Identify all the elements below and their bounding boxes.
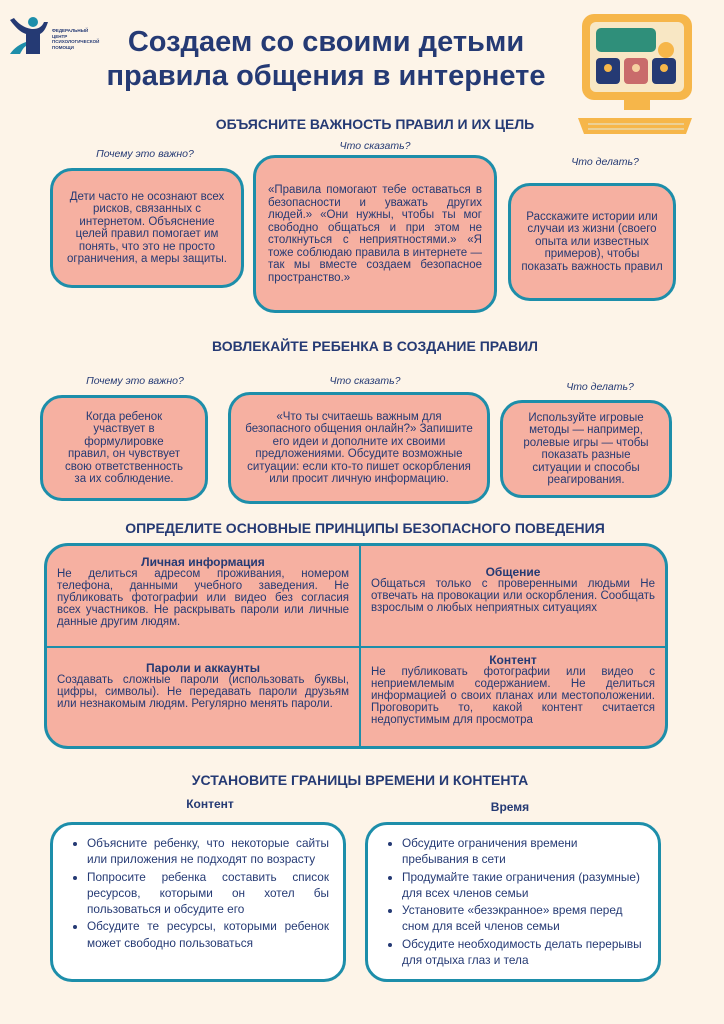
logo-text: ФЕДЕРАЛЬНЫЙ ЦЕНТР ПСИХОЛОГИЧЕСКОЙ ПОМОЩИ — [52, 28, 100, 50]
section1-heading: ОБЪЯСНИТЕ ВАЖНОСТЬ ПРАВИЛ И ИХ ЦЕЛЬ — [215, 116, 535, 132]
principle-cell-personal-info — [47, 552, 359, 646]
principle-text: Не публиковать фотографии или видео с неприемлемым содержанием. Не делиться информацией о своих планах или местоположении. Проговорить то, какой контент считается недопустимым для просмотра — [371, 666, 655, 726]
list-item: • Обсудите необходимость делать перерывы для отдыха глаз и тела — [402, 936, 644, 969]
list-item: • Обсудите те ресурсы, которыми ребенок может свободно пользоваться — [87, 918, 329, 951]
section2-say-box: «Что ты считаешь важным для безопасного общения онлайн?» Запишите его идеи и дополните их своими предложениями. Обсудите возможные ситуации: если кто-то пишет оскорбления или просит личную информацию. — [228, 392, 490, 504]
section2-heading: ВОВЛЕКАЙТЕ РЕБЕНКА В СОЗДАНИЕ ПРАВИЛ — [212, 338, 538, 354]
section1-say-label: Что сказать? — [339, 140, 411, 152]
content-label: Контент — [186, 797, 234, 811]
section2-do-label: Что делать? — [566, 381, 634, 393]
list-item: • Обсудите ограничения времени пребывания в сети — [402, 835, 644, 868]
list-item: • Продумайте такие ограничения (разумные) для всех членов семьи — [402, 869, 644, 902]
time-label: Время — [490, 800, 530, 814]
section1-do-box: Расскажите истории или случаи из жизни (своего опыта или известных примеров), чтобы показать важность правил — [508, 183, 676, 301]
section1-do-label: Что делать? — [571, 156, 639, 168]
section1-say-box: «Правила помогают тебе оставаться в безопасности и уважать других людей.» «Они нужны, чтобы ты мог свободно общаться и при этом не столкнуться с неприятностями.» «Я тоже соблюдаю правила в интернете — так мы вместе создаем безопасное пространство.» — [253, 155, 497, 313]
logo — [6, 14, 100, 64]
page-title: Создаем со своими детьми правила общения в интернете — [106, 26, 546, 92]
list-item: • Объясните ребенку, что некоторые сайты или приложения не подходят по возрасту — [87, 835, 329, 868]
section2-do-box: Используйте игровые методы — например, ролевые игры — чтобы показать разные ситуации и способы реагирования. — [500, 400, 672, 498]
principle-text: Создавать сложные пароли (использовать буквы, цифры, символы). Не передавать пароли друзьям или незнакомым людям. Регулярно менять пароли. — [57, 674, 349, 710]
grid-divider-horizontal — [47, 646, 665, 648]
section3-heading: ОПРЕДЕЛИТЕ ОСНОВНЫЕ ПРИНЦИПЫ БЕЗОПАСНОГО ПОВЕДЕНИЯ — [125, 520, 605, 536]
section4-heading: УСТАНОВИТЕ ГРАНИЦЫ ВРЕМЕНИ И КОНТЕНТА — [191, 772, 529, 788]
principle-title: Личная информация — [141, 555, 265, 569]
principle-cell-communication — [361, 562, 665, 646]
section2-say-label: Что сказать? — [329, 375, 401, 387]
section1-why-label: Почему это важно? — [96, 148, 194, 160]
list-item: • Попросите ребенка составить список ресурсов, которыми он хотел бы пользоваться и обсудите его — [87, 869, 329, 918]
principle-text: Не делиться адресом проживания, номером телефона, данными учебного заведения. Не публиковать фотографии или видео без согласия всех участников. Не раскрывать пароли или личные данные другим людям. — [57, 568, 349, 628]
principles-grid — [44, 543, 668, 749]
principle-text: Общаться только с проверенными людьми Не отвечать на провокации или оскорбления. Сообщать взрослым о любых неприятных ситуациях — [371, 578, 655, 614]
section2-why-box: Когда ребенок участвует в формулировке правил, он чувствует свою ответственность за их соблюдение. — [40, 395, 208, 501]
section1-why-box: Дети часто не осознают всех рисков, связанных с интернетом. Объяснение целей правил помогает им понять, что это не просто ограничения, а меры защиты. — [50, 168, 244, 288]
principle-title: Пароли и аккаунты — [145, 661, 261, 675]
section2-why-label: Почему это важно? — [86, 375, 184, 387]
principle-cell-passwords — [47, 658, 359, 749]
person-logo-icon — [6, 14, 50, 58]
list-item: • Установите «безэкранное» время перед сном для всей членов семьи — [402, 902, 644, 935]
principle-cell-content — [361, 650, 665, 749]
time-limits-box — [365, 822, 661, 982]
principle-title: Общение — [485, 565, 541, 579]
content-limits-box — [50, 822, 346, 982]
principle-title: Контент — [489, 653, 537, 667]
